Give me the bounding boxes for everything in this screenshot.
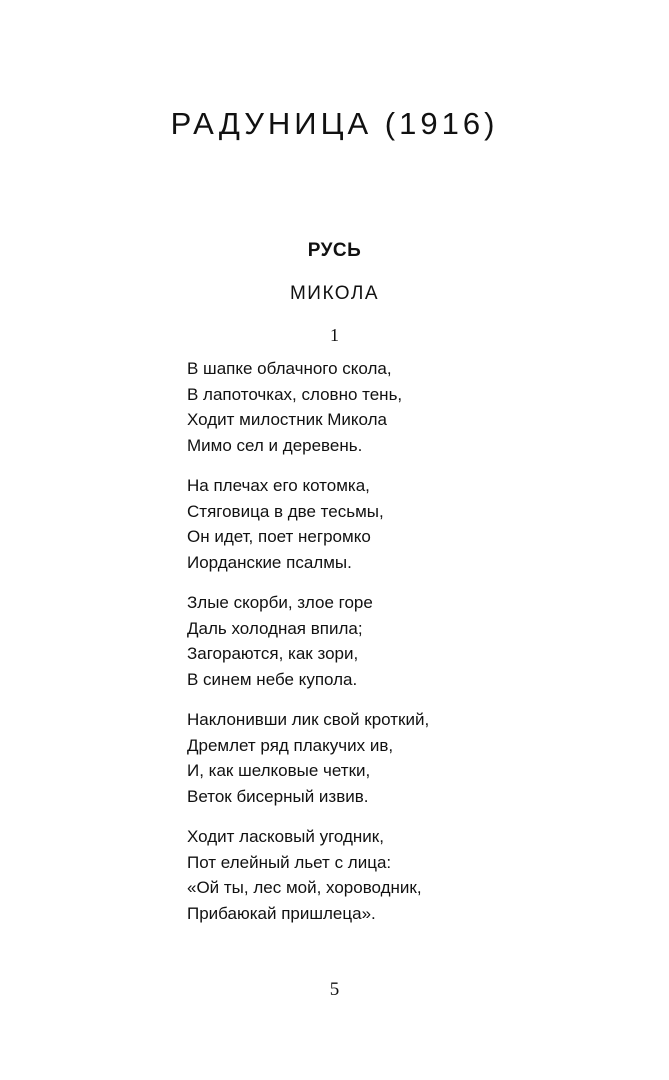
poem-line: Мимо сел и деревень. [187,435,363,455]
poem-line: «Ой ты, лес мой, хороводник, [187,878,422,897]
stanza-3 [187,590,627,692]
stanza-2 [187,473,627,575]
poem-line: Ходит милостник Микола [187,410,387,429]
part-number: 1 [330,325,339,345]
page-number: 5 [329,979,340,1000]
poem-line: Даль холодная впила; [187,618,363,638]
poem-body [187,356,627,941]
stanza-5 [187,824,627,926]
poem-line: В синем небе купола. [187,669,358,689]
poem-line: Дремлет ряд плакучих ив, [187,735,394,755]
poem-line: Прибаюкай пришлеца». [187,903,376,923]
poem-line: Ходит ласковый угодник, [187,827,384,846]
poem-line: Иорданские псалмы. [187,552,352,572]
book-title: РАДУНИЦА (1916) [170,106,499,141]
poem-line: В лапоточках, словно тень, [187,384,403,404]
poem-line: Наклонивши лик свой кроткий, [187,710,430,729]
poem-line: В шапке облачного скола, [187,359,392,378]
poem-line: И, как шелковые четки, [187,761,371,780]
poem-line: Злые скорби, злое горе [187,593,373,612]
stanza-4 [187,707,627,809]
poem-line: Веток бисерный извив. [187,786,369,806]
poem-line: Стяговица в две тесьмы, [187,501,384,521]
stanza-1 [187,356,627,458]
poem-line: Загораются, как зори, [187,644,359,663]
poem-line: Пот елейный льет с лица: [187,852,392,872]
poem-title: МИКОЛА [289,283,380,304]
section-title: РУСЬ [307,240,362,261]
poem-line: Он идет, поет негромко [187,527,371,546]
poem-line: На плечах его котомка, [187,476,370,495]
